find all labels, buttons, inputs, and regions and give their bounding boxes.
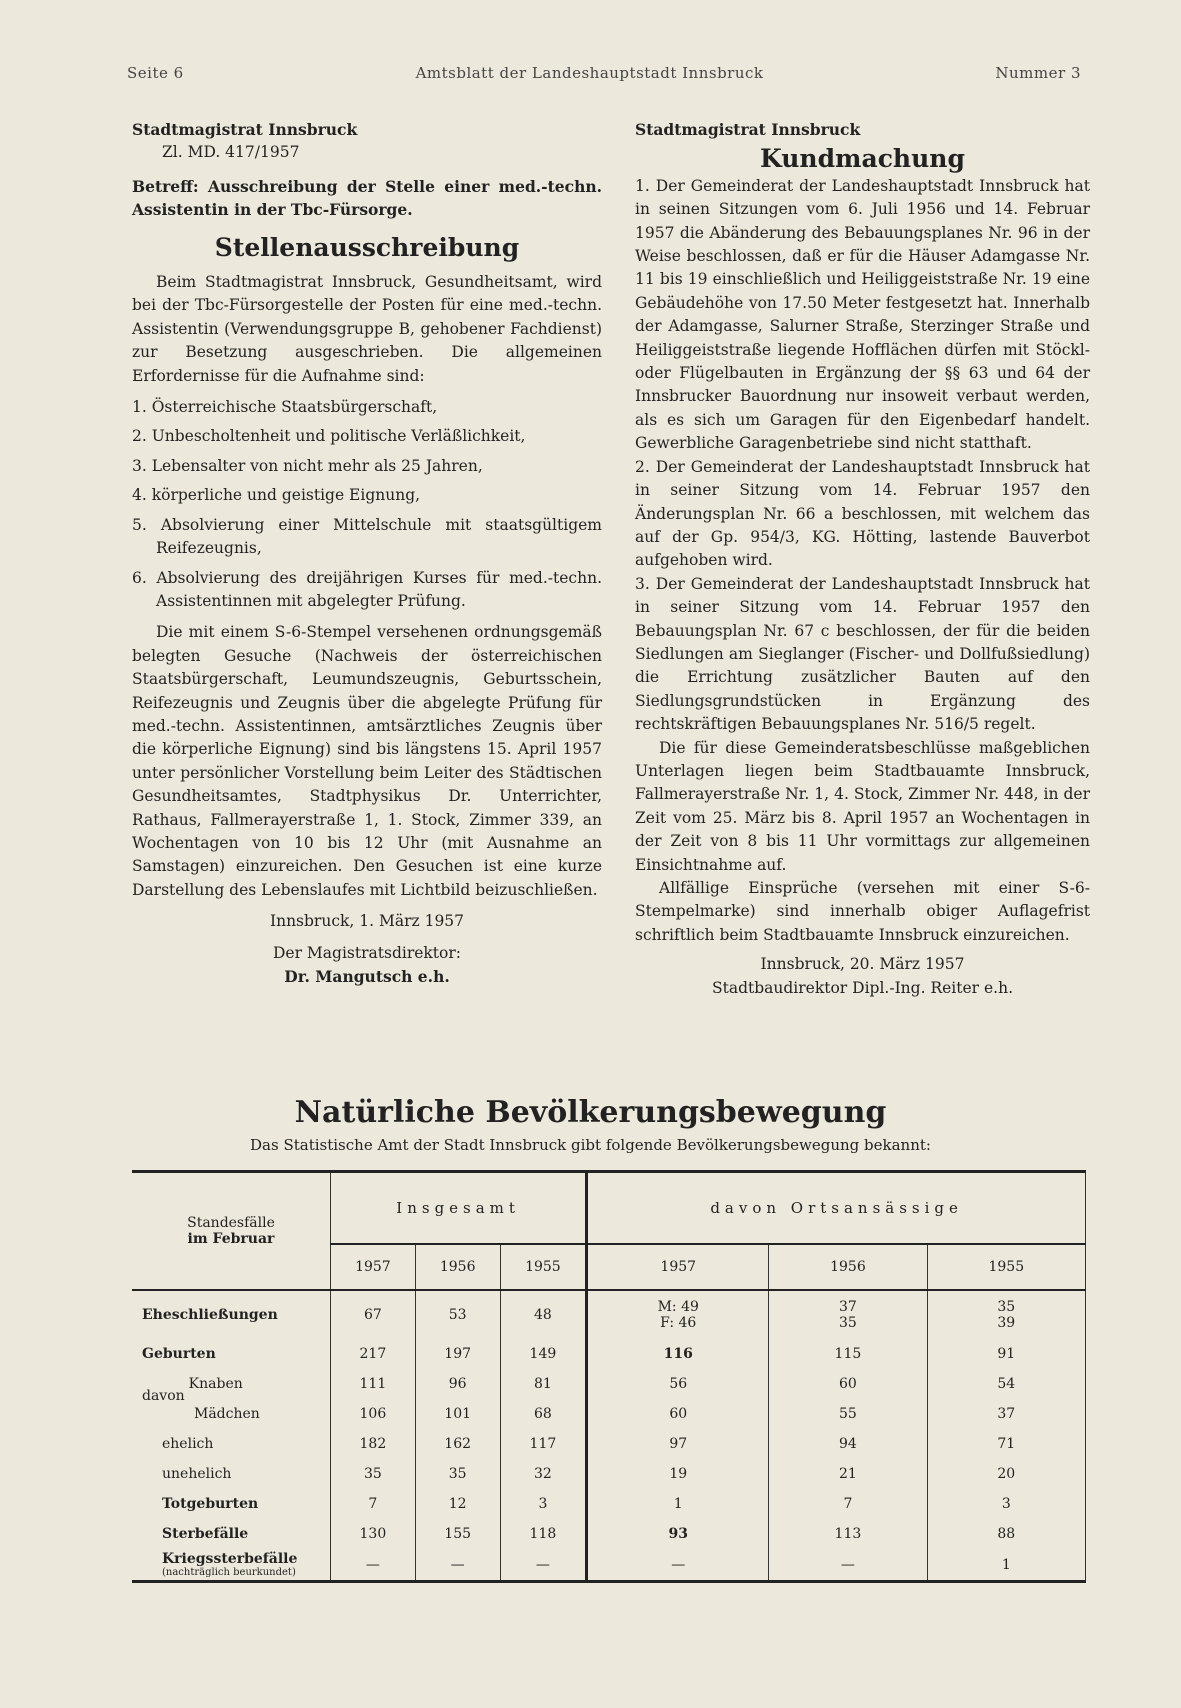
table-row xyxy=(132,1399,1086,1429)
row-label xyxy=(132,1290,331,1339)
row-label-text: Geburten xyxy=(142,1346,216,1362)
publication-title: Amtsblatt der Landeshauptstadt Innsbruck xyxy=(415,64,764,82)
row-label-text: Mädchen xyxy=(194,1406,260,1422)
table-cell: 117 xyxy=(500,1429,587,1459)
table-cell: 162 xyxy=(415,1429,500,1459)
table-cell: 155 xyxy=(415,1519,500,1549)
table-cell: 97 xyxy=(587,1429,769,1459)
table-cell: 101 xyxy=(415,1399,500,1429)
table-cell: 48 xyxy=(500,1290,587,1339)
row-label xyxy=(132,1369,331,1404)
paragraph-2: 2. Der Gemeinderat der Landeshauptstadt Innsbruck hat in seiner Sitzung vom 14. Februar 1957 den Änderungsplan Nr. 66 a beschlossen, mit welchem das auf der Gp. 954/3, KG. Hötting, lastende Bauverbot aufgehoben wird. xyxy=(635,457,1090,570)
table-row xyxy=(132,1459,1086,1489)
table-cell: 1 xyxy=(587,1489,769,1519)
job-posting-column xyxy=(132,118,602,988)
year-header: 1957 xyxy=(587,1244,769,1290)
subject: Betreff: Ausschreibung der Stelle einer med.-techn. Assistentin in der Tbc-Fürsorge. xyxy=(132,176,602,220)
paragraph-5: Allfällige Einsprüche (versehen mit einer S-6-Stempelmarke) sind innerhalb obiger Auflagefrist schriftlich beim Stadtbauamte Innsbruck einzureichen. xyxy=(635,879,1090,944)
table-cell: 113 xyxy=(769,1519,927,1549)
table-row xyxy=(132,1290,1086,1339)
signature-name: Dr. Mangutsch e.h. xyxy=(284,967,450,986)
table-cell: 94 xyxy=(769,1429,927,1459)
table-cell: 37 xyxy=(927,1399,1085,1429)
table-cell: 115 xyxy=(769,1339,927,1369)
announcement-title: Kundmachung xyxy=(760,144,965,174)
requirement-item: 1. Österreichische Staatsbürgerschaft, xyxy=(132,398,438,417)
table-cell: 32 xyxy=(500,1459,587,1489)
header-line: Standesfälle xyxy=(187,1215,275,1231)
table-cell: 182 xyxy=(331,1429,416,1459)
issuer: Stadtmagistrat Innsbruck xyxy=(635,120,861,139)
table-cell: 96 xyxy=(415,1369,500,1399)
table-cell: 53 xyxy=(415,1290,500,1339)
statistics-subtitle: Das Statistische Amt der Stadt Innsbruck gibt folgende Bevölkerungsbewegung bekannt: xyxy=(250,1136,931,1154)
population-table xyxy=(132,1170,1086,1583)
table-cell: 1 xyxy=(927,1549,1085,1582)
table-cell: 81 xyxy=(500,1369,587,1399)
paragraph-3: 3. Der Gemeinderat der Landeshauptstadt Innsbruck hat in seiner Sitzung vom 14. Februar 1957 den Bebauungsplan Nr. 67 c beschlossen, der für die beiden Siedlungen am Sieglanger (Fischer- und Dollfußsiedlung) die Errichtung zusätzlicher Bauten auf den Siedlungsgrundstücken in Ergänzung des rechtskräftigen Bebauungsplanes Nr. 516/5 regelt. xyxy=(635,574,1090,734)
row-label-text: unehelich xyxy=(162,1466,232,1482)
table-cell: 37 35 xyxy=(769,1290,927,1339)
place-date: Innsbruck, 20. März 1957 xyxy=(760,955,965,974)
table-cell: 71 xyxy=(927,1429,1085,1459)
issuer: Stadtmagistrat Innsbruck xyxy=(132,120,358,139)
header-line: im Februar xyxy=(187,1231,275,1247)
table-cell: 217 xyxy=(331,1339,416,1369)
row-label xyxy=(132,1519,331,1549)
table-cell: 111 xyxy=(331,1369,416,1399)
row-label-text: Sterbefälle xyxy=(162,1526,249,1542)
table-row xyxy=(132,1369,1086,1399)
requirement-item: 2. Unbescholtenheit und politische Verläßlichkeit, xyxy=(132,427,526,446)
table-cell: 197 xyxy=(415,1339,500,1369)
year-header: 1956 xyxy=(769,1244,927,1290)
table-cell: — xyxy=(769,1549,927,1582)
table-cell: 19 xyxy=(587,1459,769,1489)
row-label xyxy=(132,1339,331,1369)
table-cell: 130 xyxy=(331,1519,416,1549)
table-cell: 60 xyxy=(769,1369,927,1399)
row-label-text: Eheschließungen xyxy=(142,1307,278,1323)
announcement-column xyxy=(635,118,1090,1000)
signature-title: Der Magistratsdirektor: xyxy=(273,943,461,962)
reference: Zl. MD. 417/1957 xyxy=(162,143,300,162)
place-date: Innsbruck, 1. März 1957 xyxy=(269,912,465,931)
statistics-heading xyxy=(0,1095,1181,1154)
signature: Stadtbaudirektor Dipl.-Ing. Reiter e.h. xyxy=(712,978,1013,997)
paragraph-4: Die für diese Gemeinderatsbeschlüsse maßgeblichen Unterlagen liegen beim Stadtbauamte Innsbruck, Fallmerayerstraße Nr. 1, 4. Stock, Zimmer Nr. 448, in der Zeit vom 25. März bis 8. April 1957 an Wochentagen in der Zeit von 8 bis 11 Uhr vormittags zur allgemeinen Einsichtnahme auf. xyxy=(635,738,1090,874)
table-cell: 35 xyxy=(331,1459,416,1489)
table-row xyxy=(132,1519,1086,1549)
table-cell: 56 xyxy=(587,1369,769,1399)
requirement-item: 5. Absolvierung einer Mittelschule mit staatsgültigem Reifezeugnis, xyxy=(132,515,602,558)
table-cell: — xyxy=(500,1549,587,1582)
table-cell: 106 xyxy=(331,1399,416,1429)
table-cell: 3 xyxy=(500,1489,587,1519)
davon-label: davon xyxy=(142,1388,185,1404)
row-label xyxy=(132,1489,331,1519)
table-cell: 3 xyxy=(927,1489,1085,1519)
requirements-list xyxy=(132,396,602,613)
table-cell: 35 xyxy=(415,1459,500,1489)
table-cell: 91 xyxy=(927,1339,1085,1369)
table-cell: 20 xyxy=(927,1459,1085,1489)
table-cell: 12 xyxy=(415,1489,500,1519)
table-cell: 60 xyxy=(587,1399,769,1429)
requirement-item: 4. körperliche und geistige Eignung, xyxy=(132,486,421,505)
table-row xyxy=(132,1339,1086,1369)
table-cell: 68 xyxy=(500,1399,587,1429)
year-header: 1956 xyxy=(415,1244,500,1290)
table-cell: — xyxy=(331,1549,416,1582)
year-header: 1955 xyxy=(927,1244,1085,1290)
column-header-category xyxy=(132,1172,331,1291)
page-number: Seite 6 xyxy=(127,64,184,82)
paragraph-1: 1. Der Gemeinderat der Landeshauptstadt Innsbruck hat in seinen Sitzungen vom 6. Juli 1956 und 14. Februar 1957 die Abänderung des Bebauungsplanes Nr. 96 in der Weise beschlossen, daß er für die Häuser Adamgasse Nr. 11 bis 19 einschließlich und Heiliggeiststraße Nr. 19 eine Gebäudehöhe von 17.50 Meter festgesetzt hat. Innerhalb der Adamgasse, Salurner Straße, Sterzinger Straße und Heiliggeiststraße liegende Hofflächen dürfen mit Stöckl- oder Flügelbauten in Ergänzung der §§ 63 und 64 der Innsbrucker Bauordnung nur insoweit verbaut werden, als es sich um Garagen für den Eigenbedarf handelt. Gewerbliche Garagenbetriebe sind nicht statthaft. xyxy=(635,176,1090,453)
table-cell: 118 xyxy=(500,1519,587,1549)
table-cell: 93 xyxy=(587,1519,769,1549)
year-header: 1957 xyxy=(331,1244,416,1290)
row-label-text: Totgeburten xyxy=(162,1496,259,1512)
row-label xyxy=(132,1459,331,1489)
table-cell: — xyxy=(415,1549,500,1582)
intro-paragraph: Beim Stadtmagistrat Innsbruck, Gesundheitsamt, wird bei der Tbc-Fürsorgestelle der Posten für eine med.-techn. Assistentin (Verwendungsgruppe B, gehobener Fachdienst) zur Besetzung ausgeschrieben. Die allgemeinen Erfordernisse für die Aufnahme sind: xyxy=(132,273,602,385)
table-cell: 35 39 xyxy=(927,1290,1085,1339)
table-cell: 88 xyxy=(927,1519,1085,1549)
table-cell: M: 49 F: 46 xyxy=(587,1290,769,1339)
table-cell: 21 xyxy=(769,1459,927,1489)
table-cell: 116 xyxy=(587,1339,769,1369)
table-row xyxy=(132,1429,1086,1459)
year-header: 1955 xyxy=(500,1244,587,1290)
issue-number: Nummer 3 xyxy=(995,64,1081,82)
row-label-text: Kriegssterbefälle xyxy=(162,1551,298,1567)
row-note: (nachträglich beurkundet) xyxy=(162,1567,296,1578)
statistics-title: Natürliche Bevölkerungsbewegung xyxy=(294,1095,887,1130)
requirement-item: 3. Lebensalter von nicht mehr als 25 Jahren, xyxy=(132,456,483,475)
table-row xyxy=(132,1489,1086,1519)
row-label xyxy=(132,1549,331,1582)
table-row xyxy=(132,1549,1086,1582)
row-label-text: ehelich xyxy=(162,1436,214,1452)
page-header xyxy=(127,64,1081,82)
requirement-item: 6. Absolvierung des dreijährigen Kurses für med.-techn. Assistentinnen mit abgelegter Prüfung. xyxy=(132,568,602,610)
table-cell: 67 xyxy=(331,1290,416,1339)
table-cell: 7 xyxy=(331,1489,416,1519)
table-cell: 149 xyxy=(500,1339,587,1369)
posting-title: Stellenausschreibung xyxy=(214,232,520,262)
row-label-text: Knaben xyxy=(188,1376,243,1392)
group-header-residents: davon Ortsansässige xyxy=(587,1172,1086,1245)
table-cell: — xyxy=(587,1549,769,1582)
table-cell: 55 xyxy=(769,1399,927,1429)
body-paragraph: Die mit einem S-6-Stempel versehenen ordnungsgemäß belegten Gesuche (Nachweis der österreichischen Staatsbürgerschaft, Leumundszeugnis, Geburtsschein, Reifezeugnis und Zeugnis über die abgelegte Prüfung für med.-techn. Assistentinnen, amtsärztliches Zeugnis über die körperliche Eignung) sind bis längstens 15. April 1957 unter persönlicher Vorstellung beim Leiter des Städtischen Gesundheitsamtes, Stadtphysikus Dr. Unterrichter, Rathaus, Fallmerayerstraße 1, 1. Stock, Zimmer 339, an Wochentagen von 10 bis 12 Uhr (mit Ausnahme an Samstagen) einzureichen. Den Gesuchen ist eine kurze Darstellung des Lebenslaufes mit Lichtbild beizuschließen. xyxy=(132,623,602,899)
table-cell: 7 xyxy=(769,1489,927,1519)
row-label xyxy=(132,1429,331,1459)
table-cell: 54 xyxy=(927,1369,1085,1399)
group-header-total: Insgesamt xyxy=(331,1172,587,1245)
